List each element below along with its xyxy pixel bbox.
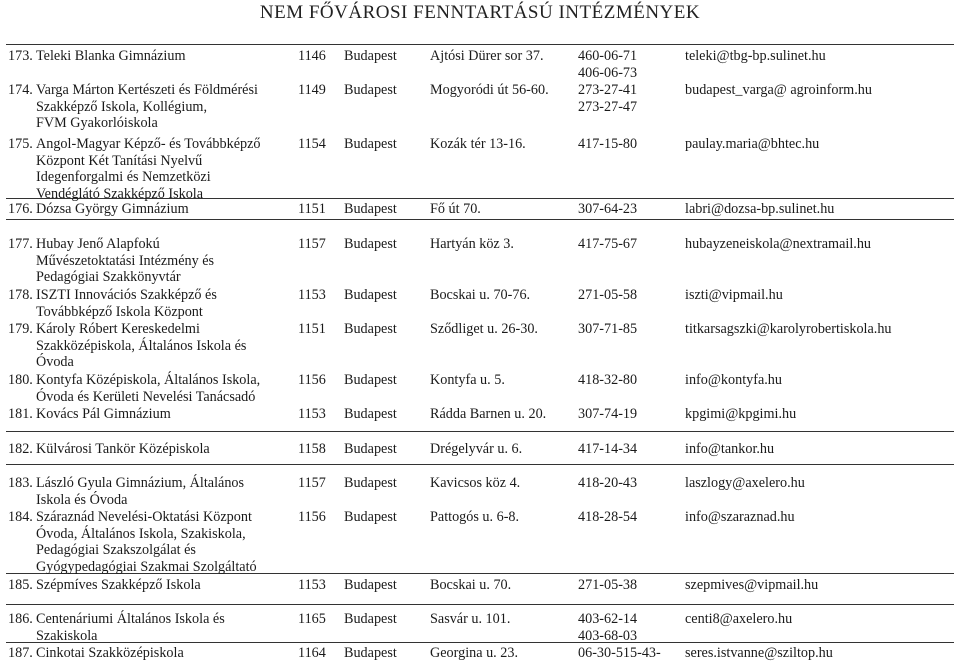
- row-number: 174.: [8, 82, 33, 98]
- postal-code: 1153: [298, 287, 326, 303]
- email: budapest_varga@ agroinform.hu: [685, 82, 872, 98]
- city: Budapest: [344, 136, 397, 152]
- postal-code: 1164: [298, 645, 326, 661]
- row-number: 175.: [8, 136, 33, 152]
- email: iszti@vipmail.hu: [685, 287, 783, 303]
- street-address: Fő út 70.: [430, 201, 481, 217]
- institution-name: ISZTI Innovációs Szakképző és Továbbképző Iskola Központ: [36, 287, 217, 320]
- institution-name: Angol-Magyar Képző- és Továbbképző Központ Két Tanítási Nyelvű Idegenforgalmi és Nemzetközi Vendéglátó Szakképző Iskola: [36, 136, 261, 202]
- city: Budapest: [344, 577, 397, 593]
- postal-code: 1151: [298, 201, 326, 217]
- street-address: Sasvár u. 101.: [430, 611, 511, 627]
- email: seres.istvanne@sziltop.hu: [685, 645, 833, 661]
- postal-code: 1153: [298, 406, 326, 422]
- postal-code: 1157: [298, 236, 326, 252]
- row-number: 184.: [8, 509, 33, 525]
- city: Budapest: [344, 48, 397, 64]
- phone: 417-75-67: [578, 236, 638, 252]
- row-number: 179.: [8, 321, 33, 337]
- phone: 271-05-38: [578, 577, 638, 593]
- email: info@kontyfa.hu: [685, 372, 782, 388]
- institution-name: Kontyfa Középiskola, Általános Iskola, Óvoda és Kerületi Nevelési Tanácsadó: [36, 372, 261, 405]
- phone: 460-06-71 406-06-73: [578, 48, 638, 81]
- institution-name: Kovács Pál Gimnázium: [36, 406, 171, 422]
- phone: 307-71-85: [578, 321, 638, 337]
- phone: 418-28-54: [578, 509, 638, 525]
- row-number: 181.: [8, 406, 33, 422]
- row-number: 185.: [8, 577, 33, 593]
- row-number: 183.: [8, 475, 33, 491]
- city: Budapest: [344, 611, 397, 627]
- street-address: Mogyoródi út 56-60.: [430, 82, 549, 98]
- phone: 271-05-58: [578, 287, 638, 303]
- row-number: 177.: [8, 236, 33, 252]
- phone: 307-64-23: [578, 201, 638, 217]
- email: szepmives@vipmail.hu: [685, 577, 819, 593]
- street-address: Pattogós u. 6-8.: [430, 509, 520, 525]
- postal-code: 1156: [298, 372, 326, 388]
- institution-name: Külvárosi Tankör Középiskola: [36, 441, 210, 457]
- postal-code: 1153: [298, 577, 326, 593]
- postal-code: 1154: [298, 136, 326, 152]
- phone: 418-32-80: [578, 372, 638, 388]
- city: Budapest: [344, 287, 397, 303]
- row-number: 187.: [8, 645, 33, 661]
- row-number: 180.: [8, 372, 33, 388]
- email: kpgimi@kpgimi.hu: [685, 406, 797, 422]
- institution-name: Károly Róbert Kereskedelmi Szakközépiskola, Általános Iskola és Óvoda: [36, 321, 247, 370]
- divider: [6, 44, 954, 45]
- phone: 307-74-19: [578, 406, 638, 422]
- phone: 417-14-34: [578, 441, 638, 457]
- row-number: 173.: [8, 48, 33, 64]
- postal-code: 1149: [298, 82, 326, 98]
- city: Budapest: [344, 321, 397, 337]
- city: Budapest: [344, 372, 397, 388]
- row-number: 182.: [8, 441, 33, 457]
- institution-name: Dózsa György Gimnázium: [36, 201, 189, 217]
- street-address: Bocskai u. 70.: [430, 577, 512, 593]
- divider: [6, 464, 954, 465]
- email: hubayzeneiskola@nextramail.hu: [685, 236, 872, 252]
- email: info@tankor.hu: [685, 441, 775, 457]
- email: centi8@axelero.hu: [685, 611, 793, 627]
- street-address: Ajtósi Dürer sor 37.: [430, 48, 544, 64]
- email: labri@dozsa-bp.sulinet.hu: [685, 201, 835, 217]
- city: Budapest: [344, 201, 397, 217]
- city: Budapest: [344, 406, 397, 422]
- street-address: Drégelyvár u. 6.: [430, 441, 523, 457]
- city: Budapest: [344, 475, 397, 491]
- institution-name: László Gyula Gimnázium, Általános Iskola és Óvoda: [36, 475, 245, 508]
- street-address: Bocskai u. 70-76.: [430, 287, 531, 303]
- city: Budapest: [344, 645, 397, 661]
- row-number: 176.: [8, 201, 33, 217]
- city: Budapest: [344, 82, 397, 98]
- phone: 273-27-41 273-27-47: [578, 82, 638, 115]
- city: Budapest: [344, 509, 397, 525]
- institution-name: Hubay Jenő Alapfokú Művészetoktatási Intézmény és Pedagógiai Szakkönyvtár: [36, 236, 215, 285]
- phone: 403-62-14 403-68-03: [578, 611, 638, 644]
- institution-name: Cinkotai Szakközépiskola: [36, 645, 184, 661]
- phone: 417-15-80: [578, 136, 638, 152]
- row-number: 178.: [8, 287, 33, 303]
- divider: [6, 431, 954, 432]
- row-number: 186.: [8, 611, 33, 627]
- city: Budapest: [344, 236, 397, 252]
- email: info@szaraznad.hu: [685, 509, 795, 525]
- email: paulay.maria@bhtec.hu: [685, 136, 820, 152]
- street-address: Kavicsos köz 4.: [430, 475, 521, 491]
- institution-name: Varga Márton Kertészeti és Földmérési Szakképző Iskola, Kollégium, FVM Gyakorlóiskola: [36, 82, 258, 131]
- street-address: Kozák tér 13-16.: [430, 136, 526, 152]
- street-address: Hartyán köz 3.: [430, 236, 514, 252]
- institution-name: Teleki Blanka Gimnázium: [36, 48, 186, 64]
- email: laszlogy@axelero.hu: [685, 475, 805, 491]
- page-title: NEM FŐVÁROSI FENNTARTÁSÚ INTÉZMÉNYEK: [259, 2, 701, 23]
- postal-code: 1165: [298, 611, 326, 627]
- street-address: Georgina u. 23.: [430, 645, 518, 661]
- institution-name: Szépmíves Szakképző Iskola: [36, 577, 201, 593]
- institution-name: Száraznád Nevelési-Oktatási Központ Óvoda, Általános Iskola, Szakiskola, Pedagógiai Szakszolgálat és Gyógypedagógiai Szakmai Szolgáltató: [36, 509, 257, 575]
- postal-code: 1146: [298, 48, 326, 64]
- postal-code: 1151: [298, 321, 326, 337]
- phone: 06-30-515-43-: [578, 645, 661, 661]
- divider: [6, 604, 954, 605]
- city: Budapest: [344, 441, 397, 457]
- street-address: Kontyfa u. 5.: [430, 372, 505, 388]
- phone: 418-20-43: [578, 475, 638, 491]
- postal-code: 1157: [298, 475, 326, 491]
- email: titkarsagszki@karolyrobertiskola.hu: [685, 321, 892, 337]
- street-address: Sződliget u. 26-30.: [430, 321, 538, 337]
- divider: [6, 219, 954, 220]
- postal-code: 1156: [298, 509, 326, 525]
- institution-name: Centenáriumi Általános Iskola és Szakiskola: [36, 611, 225, 644]
- email: teleki@tbg-bp.sulinet.hu: [685, 48, 826, 64]
- street-address: Rádda Barnen u. 20.: [430, 406, 547, 422]
- postal-code: 1158: [298, 441, 326, 457]
